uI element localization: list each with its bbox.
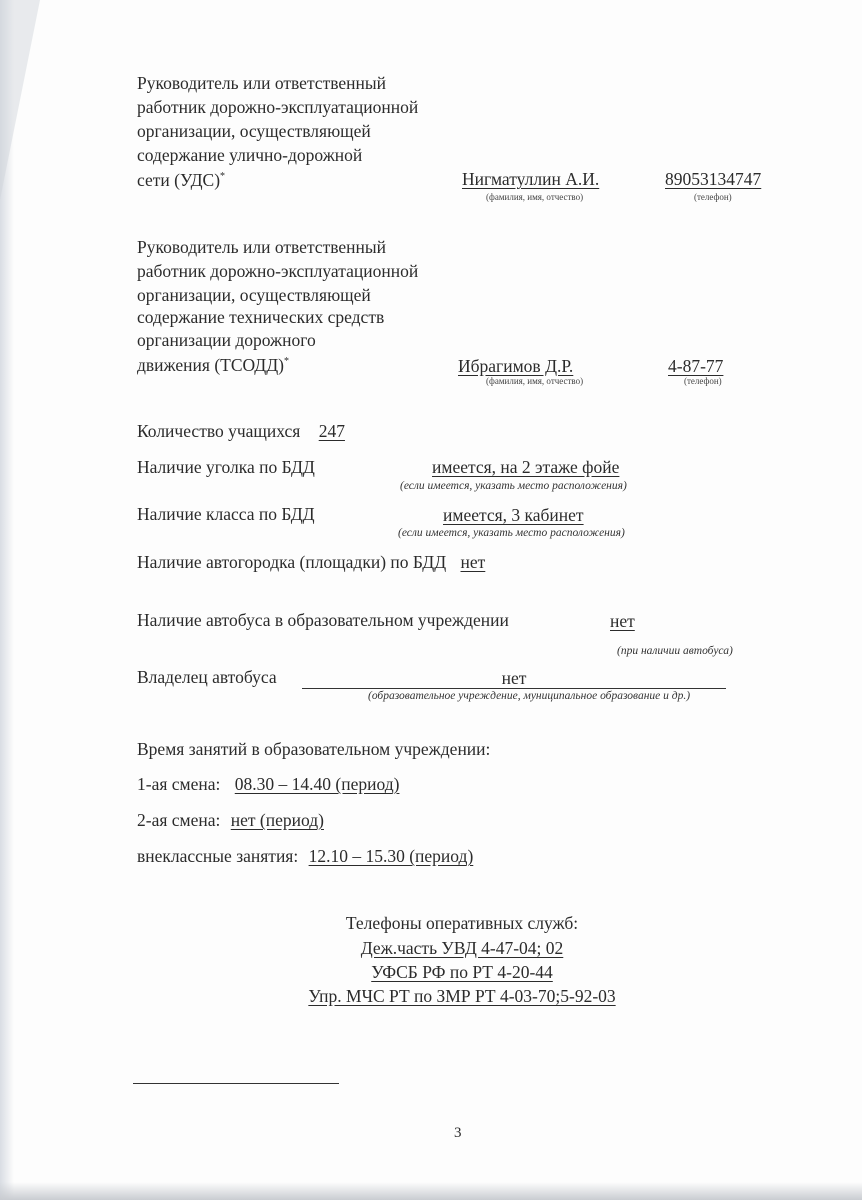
tsodd-label-line: организации дорожного (137, 330, 316, 350)
shift1-row (137, 773, 399, 795)
phones-item: УФСБ РФ по РТ 4-20-44 (371, 962, 553, 982)
bus-owner-field (302, 668, 726, 689)
uds-phone: 89053134747 (665, 169, 762, 189)
uds-label-line: организации, осуществляющей (137, 121, 371, 141)
bus-owner-value: нет (501, 668, 527, 688)
phones-item: Упр. МЧС РТ по ЗМР РТ 4-03-70;5-92-03 (308, 986, 616, 1006)
shift2-label: 2-ая смена: (137, 810, 221, 830)
tsodd-label-line-last: движения (ТСОДД)* (137, 354, 289, 375)
students-row (137, 420, 349, 442)
uds-label-line-last: сети (УДС)* (137, 169, 226, 190)
bus-owner-caption: (образовательное учреждение, муниципальное образование и др.) (368, 690, 691, 702)
shift1-label: 1-ая смена: (137, 774, 221, 794)
bus-value: нет (610, 611, 635, 631)
autotown-value: нет (460, 552, 486, 572)
uds-label-line: Руководитель или ответственный (137, 73, 386, 93)
classroom-caption: (если имеется, указать место расположения) (398, 527, 625, 539)
tsodd-responsible-name: Ибрагимов Д.Р. (458, 356, 574, 376)
phones-item: Деж.часть УВД 4-47-04; 02 (360, 938, 564, 958)
tsodd-phone-caption: (телефон) (684, 376, 722, 386)
corner-caption: (если имеется, указать место расположения) (400, 480, 627, 492)
shift1-value: 08.30 – 14.40 (период) (234, 774, 400, 794)
students-label: Количество учащихся (137, 421, 301, 441)
page-bottom-edge (0, 1182, 862, 1200)
uds-name-caption: (фамилия, имя, отчество) (486, 192, 584, 202)
uds-label-line: работник дорожно-эксплуатационной (137, 97, 419, 117)
tsodd-label-line: содержание технических средств (137, 307, 385, 327)
autotown-label: Наличие автогородка (площадки) по БДД (137, 552, 447, 572)
students-count: 247 (318, 421, 345, 441)
extra-label: внеклассные занятия: (137, 846, 299, 866)
uds-phone-caption: (телефон) (694, 192, 732, 202)
tsodd-phone: 4-87-77 (668, 356, 724, 376)
extra-row (137, 845, 473, 867)
classroom-label: Наличие класса по БДД (137, 504, 315, 524)
extra-value: 12.10 – 15.30 (период) (308, 846, 474, 866)
corner-label: Наличие уголка по БДД (137, 457, 315, 477)
shift2-value: нет (период) (230, 810, 324, 830)
bus-owner-label: Владелец автобуса (137, 667, 277, 687)
uds-label-line: содержание улично-дорожной (137, 145, 363, 165)
tsodd-label-line: работник дорожно-эксплуатационной (137, 261, 419, 281)
footnote-separator (133, 1083, 339, 1084)
page-corner-fold (0, 0, 40, 200)
phones-title: Телефоны оперативных служб: (345, 913, 579, 933)
classroom-value: имеется, 3 кабинет (443, 505, 584, 525)
autotown-row (137, 551, 485, 573)
tsodd-label-line: Руководитель или ответственный (137, 237, 386, 257)
schedule-title: Время занятий в образовательном учреждении: (137, 739, 491, 759)
bus-caption: (при наличии автобуса) (617, 645, 733, 657)
tsodd-name-caption: (фамилия, имя, отчество) (486, 376, 584, 386)
uds-responsible-name: Нигматуллин А.И. (462, 169, 600, 189)
shift2-row (137, 809, 324, 831)
tsodd-label-line: организации, осуществляющей (137, 285, 371, 305)
corner-value: имеется, на 2 этаже фойе (432, 457, 620, 477)
bus-label: Наличие автобуса в образовательном учреждении (137, 610, 509, 630)
page-number: 3 (454, 1125, 462, 1141)
